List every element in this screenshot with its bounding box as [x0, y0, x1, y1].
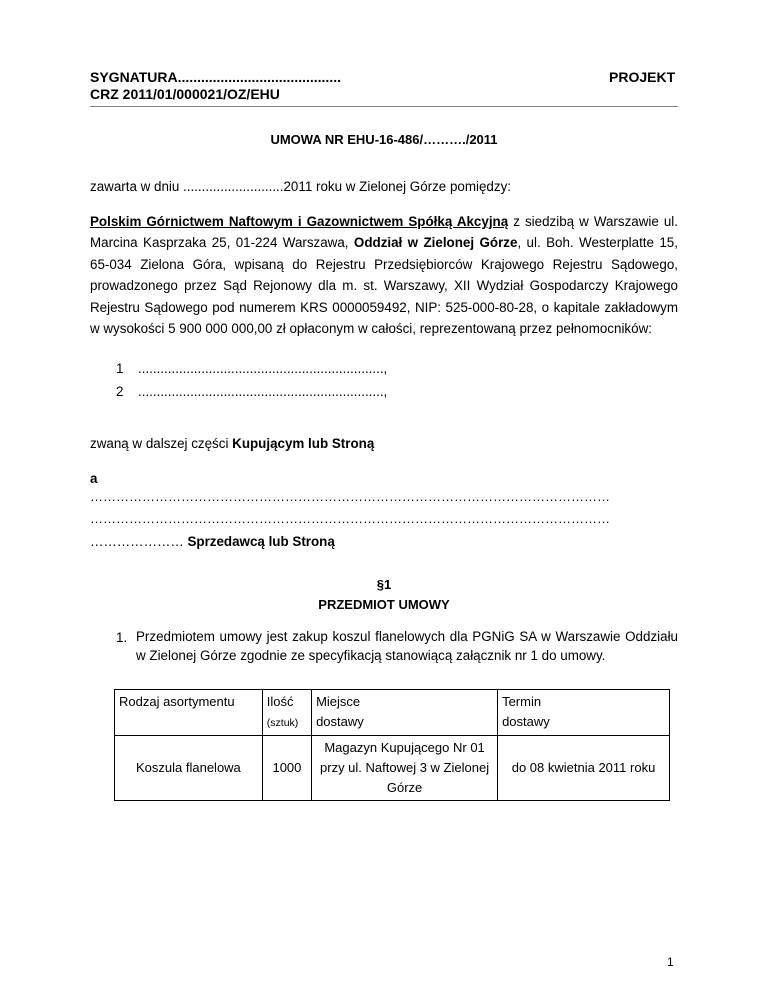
representative-dots: .................................................................., — [138, 384, 388, 399]
buyer-called-prefix: zwaną w dalszej części — [90, 436, 233, 451]
header-qty: Ilość (sztuk) — [262, 690, 311, 736]
header-place: Miejsce dostawy — [312, 690, 498, 736]
header-divider — [90, 106, 678, 107]
buyer-registry-text: , ul. Boh. Westerplatte 15, 65-034 Zielona Góra, wpisaną do Rejestru Przedsiębiorców Krajowego Rejestru Sądowego, prowadzonego przez Sąd Rejonowy dla m. st. Warszawy, XII Wydział Gospodarczy Krajowego Rejestru Sądowego pod numerem KRS 0000059492, NIP: 525-000-80-28, o kapitale zakładowym w wysokości 5 900 000 000,00 zł opłaconym w całości, reprezentowaną przez pełnomocników: — [90, 235, 678, 337]
specification-table — [114, 689, 670, 801]
seller-line-2: ………………………………………………………………………………………………………… — [90, 511, 610, 526]
table-row — [115, 736, 670, 801]
draft-label: PROJEKT — [609, 69, 676, 85]
cell-type: Koszula flanelowa — [115, 736, 263, 801]
section-heading: PRZEDMIOT UMOWY — [318, 597, 450, 612]
seller-line-1: ………………………………………………………………………………………………………… — [90, 489, 610, 504]
seller-role-line — [90, 531, 335, 552]
seller-dots: ………………… — [90, 534, 184, 549]
item-text: Przedmiotem umowy jest zakup koszul flanelowych dla PGNiG SA w Warszawie Oddziału w Zielonej Górze zgodnie ze specyfikacją stanowiącą załącznik nr 1 do umowy. — [136, 629, 678, 663]
buyer-called-line — [90, 433, 374, 454]
cell-term: do 08 kwietnia 2011 roku — [498, 736, 670, 801]
buyer-role: Kupującym lub Stroną — [232, 436, 375, 451]
cell-qty: 1000 — [262, 736, 311, 801]
buyer-paragraph — [90, 211, 678, 339]
buyer-address-text: z siedzibą w Warszawie ul. Marcina Kasprzaka 25, 01-224 Warszawa, — [90, 214, 679, 251]
page-number: 1 — [667, 955, 674, 969]
representative-number: 1 — [116, 361, 124, 376]
header-type: Rodzaj asortymentu — [115, 690, 263, 736]
buyer-company-name: Polskim Górnictwem Naftowym i Gazownictwem Spółką Akcyjną — [90, 214, 509, 229]
representative-dots: .................................................................., — [138, 361, 388, 376]
representative-number: 2 — [116, 384, 124, 399]
header-term: Termin dostawy — [498, 690, 670, 736]
cell-place: Magazyn Kupującego Nr 01 przy ul. Naftowej 3 w Zielonej Górze — [312, 736, 498, 801]
concluded-line: zawarta w dniu ...........................2011 roku w Zielonej Górze pomiędzy: — [90, 179, 511, 194]
table-header-row — [115, 690, 670, 736]
signature-label: SYGNATURA.......................................... — [90, 69, 341, 85]
crz-number: CRZ 2011/01/000021/OZ/EHU — [90, 86, 280, 102]
and-label: a — [90, 471, 98, 486]
item-number: 1. — [116, 630, 128, 645]
contract-title: UMOWA NR EHU-16-486/………./2011 — [270, 132, 498, 147]
seller-role: Sprzedawcą lub Stroną — [187, 534, 335, 549]
section-number: §1 — [376, 577, 392, 592]
buyer-branch: Oddział w Zielonej Górze — [353, 235, 518, 251]
